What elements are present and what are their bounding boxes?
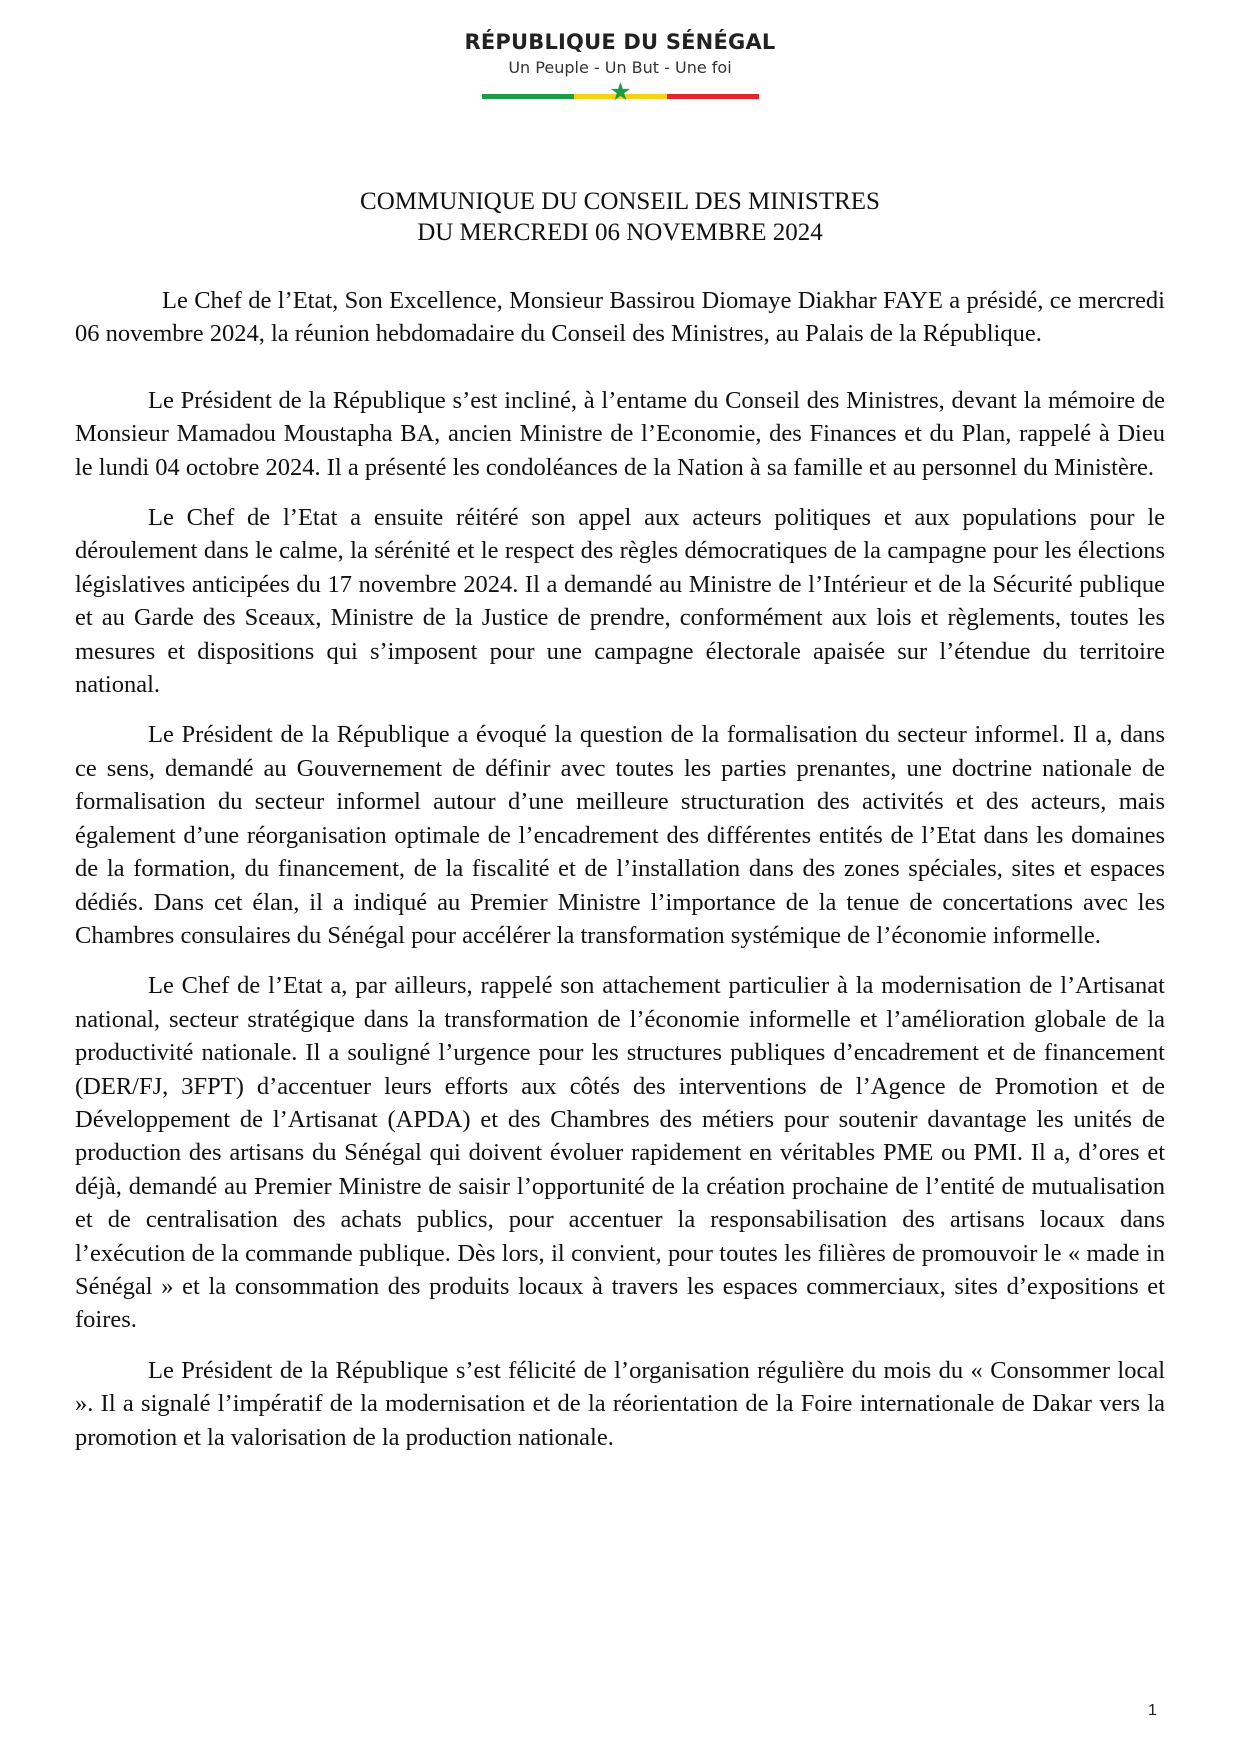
paragraph-2: Le Président de la République s’est incliné, à l’entame du Conseil des Ministres, devant la mémoire de Monsieur Mamadou Moustapha BA, ancien Ministre de l’Economie, des Finances et du Plan, rappelé à Dieu le lundi 04 octobre 2024. Il a présenté les condoléances de la Nation à sa famille et au personnel du Ministère. (75, 386, 1165, 481)
letterhead (0, 30, 1240, 106)
page-number: 1 (1148, 1702, 1157, 1719)
document-body (75, 284, 1165, 1471)
title-line-2: DU MERCREDI 06 NOVEMBRE 2024 (417, 219, 823, 246)
document-title (0, 186, 1240, 248)
paragraph-5: Le Chef de l’Etat a, par ailleurs, rappelé son attachement particulier à la modernisation de l’Artisanat national, secteur stratégique dans la transformation de l’économie informelle et l’amélioration globale de la productivité nationale. Il a souligné l’urgence pour les structures publiques d’encadrement et de financement (DER/FJ, 3FPT) d’accentuer leurs efforts aux côtés des interventions de l’Agence de Promotion et de Développement de l’Artisanat (APDA) et des Chambres des métiers pour soutenir davantage les unités de production des artisans du Sénégal qui doivent évoluer rapidement en véritables PME ou PMI. Il a, d’ores et déjà, demandé au Premier Ministre de saisir l’opportunité de la création prochaine de l’entité de mutualisation et de centralisation des achats publics, pour accentuer la responsabilisation des artisans locaux dans l’exécution de la commande publique. Dès lors, il convient, pour toutes les filières de promouvoir le « made in Sénégal » et la consommation des produits locaux à travers les espaces commerciaux, sites d’expositions et foires. (75, 972, 1165, 1334)
title-line-1: COMMUNIQUE DU CONSEIL DES MINISTRES (360, 188, 880, 215)
star-icon: ★ (609, 77, 632, 106)
flag-stripe (482, 77, 759, 106)
national-motto: Un Peuple - Un But - Une foi (508, 58, 732, 77)
paragraph-3: Le Chef de l’Etat a ensuite réitéré son appel aux acteurs politiques et aux populations pour le déroulement dans le calme, la sérénité et le respect des règles démocratiques de la campagne pour les élections législatives anticipées du 17 novembre 2024. Il a demandé au Ministre de l’Intérieur et de la Sécurité publique et au Garde des Sceaux, Ministre de la Justice de prendre, conformément aux lois et règlements, toutes les mesures et dispositions qui s’imposent pour une campagne électorale apaisée sur l’étendue du territoire national. (75, 504, 1165, 699)
republic-title: RÉPUBLIQUE DU SÉNÉGAL (464, 30, 776, 54)
flag-red-bar (667, 94, 759, 99)
paragraph-6: Le Président de la République s’est félicité de l’organisation régulière du mois du « Consommer local ». Il a signalé l’impératif de la modernisation et de la réorientation de la Foire internationale de Dakar vers la promotion et la valorisation de la production nationale. (75, 1356, 1165, 1451)
flag-green-bar (482, 94, 574, 99)
paragraph-4: Le Président de la République a évoqué la question de la formalisation du secteur informel. Il a, dans ce sens, demandé au Gouvernement de définir avec toutes les parties prenantes, une doctrine nationale de formalisation du secteur informel autour d’une meilleure structuration des activités et des acteurs, mais également d’une réorganisation optimale de l’encadrement des différentes entités de l’Etat dans les domaines de la formation, du financement, de la fiscalité et de l’installation dans des zones spéciales, sites et espaces dédiés. Dans cet élan, il a indiqué au Premier Ministre l’importance de la tenue de concertations avec les Chambres consulaires du Sénégal pour accélérer la transformation systémique de l’économie informelle. (75, 721, 1165, 949)
paragraph-1: Le Chef de l’Etat, Son Excellence, Monsieur Bassirou Diomaye Diakhar FAYE a présidé, ce mercredi 06 novembre 2024, la réunion hebdomadaire du Conseil des Ministres, au Palais de la République. (75, 287, 1165, 348)
